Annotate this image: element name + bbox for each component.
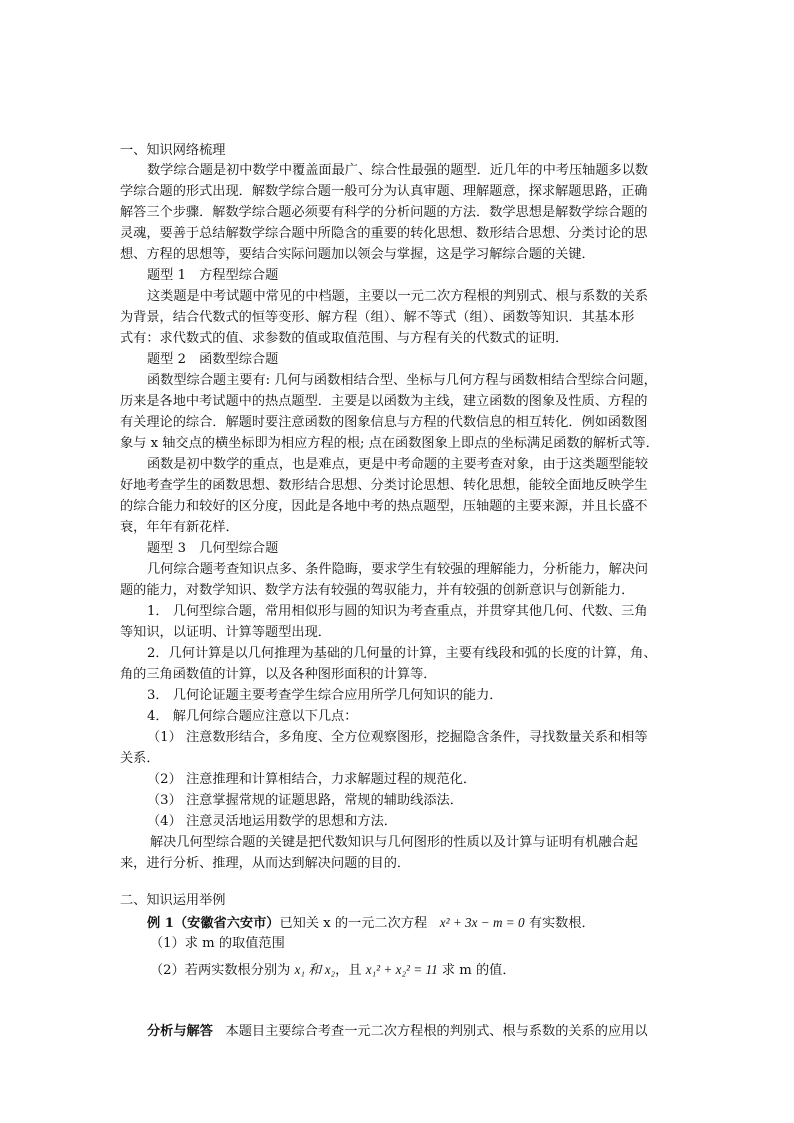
example-line: [147, 913, 595, 934]
paragraph-line: 式有：求代数式的值、求参数的值或取值范围、与方程有关的代数式的证明．: [120, 331, 569, 346]
paragraph-line: 数学综合题是初中数学中覆盖面最广、综合性最强的题型．近几年的中考压轴题多以数: [147, 163, 649, 178]
paragraph-line: 的综合能力和较好的区分度，因此是各地中考的热点题型，压轴题的主要来源，并且长盛不: [120, 499, 648, 514]
section-heading: 二、知识运用举例: [120, 893, 226, 908]
paragraph-line: 这类题是中考试题中常见的中档题，主要以一元二次方程根的判别式、根与系数的关系: [147, 289, 649, 304]
subsection-title: 题型 2 函数型综合题: [147, 352, 279, 367]
paragraph-line: （4） 注意灵活地运用数学的思想和方法．: [147, 814, 397, 829]
paragraph-line: 有关理论的综合．解题时要注意函数的图象信息与方程的代数信息的相互转化．例如函数图: [120, 415, 648, 430]
paragraph-line: 3． 几何论证题主要考查学生综合应用所学几何知识的能力．: [147, 688, 503, 703]
analysis-label: 分析与解答: [147, 1024, 213, 1039]
paragraph-line: 题的能力，对数学知识、数学方法有较强的驾驭能力，并有较强的创新意识与创新能力．: [120, 583, 635, 598]
paragraph-line: 为背景，结合代数式的恒等变形、解方程（组）、解不等式（组）、函数等知识．其基本形: [120, 310, 635, 325]
paragraph-line: 关系．: [120, 751, 160, 766]
question-2-text-b: ，且: [335, 963, 362, 978]
question-2-vars: x₁ 和 x₂: [294, 962, 336, 977]
question-2-text: （2）若两实数根分别为: [150, 963, 291, 978]
paragraph-line: 角的三角函数值的计算，以及各种图形面积的计算等．: [120, 667, 437, 682]
paragraph-line: 4． 解几何综合题应注意以下几点：: [147, 709, 358, 724]
example-tail: 有实数根．: [528, 916, 595, 931]
subsection-title: 题型 1 方程型综合题: [147, 268, 279, 283]
analysis-line: [147, 1022, 648, 1042]
example-label: 例 1（安徽省六安市）: [147, 916, 280, 931]
example-text: 已知关 x 的一元二次方程: [279, 916, 428, 931]
analysis-text: 本题目主要综合考查一元二次方程根的判别式、根与系数的关系的应用以: [225, 1024, 648, 1039]
paragraph-line: 来，进行分析、推理，从而达到解决问题的目的．: [120, 856, 411, 871]
paragraph-line: 解决几何型综合题的关键是把代数知识与几何图形的性质以及计算与证明有机融合起: [150, 835, 638, 850]
paragraph-line: （1） 注意数形结合，多角度、全方位观察图形，挖掘隐含条件，寻找数量关系和相等: [147, 730, 648, 745]
subsection-title: 题型 3 几何型综合题: [147, 541, 279, 556]
paragraph-line: 学综合题的形式出现．解数学综合题一般可分为认真审题、理解题意，探求解题思路，正确: [120, 184, 648, 199]
question-1: （1）求 m 的取值范围: [150, 936, 285, 951]
paragraph-line: 几何综合题考查知识点多、条件隐晦，要求学生有较强的理解能力，分析能力，解决问: [147, 562, 649, 577]
paragraph-line: 函数是初中数学的重点，也是难点，更是中考命题的主要考查对象，由于这类题型能较: [147, 457, 649, 472]
paragraph-line: 2．几何计算是以几何推理为基础的几何量的计算，主要有线段和弧的长度的计算，角、: [147, 646, 657, 661]
example-equation: x² + 3x − m = 0: [439, 915, 525, 930]
paragraph-line: 函数型综合题主要有: 几何与函数相结合型、坐标与几何方程与函数相结合型综合问题，: [147, 373, 657, 388]
paragraph-line: 等知识，以证明、计算等题型出现．: [120, 625, 331, 640]
question-2-text-c: 求 m 的值．: [441, 963, 516, 978]
question-2: [150, 960, 516, 981]
paragraph-line: （3） 注意掌握常规的证题思路，常规的辅助线添法．: [147, 793, 463, 808]
section-heading: 一、知识网络梳理: [120, 143, 226, 158]
paragraph-line: （2） 注意推理和计算相结合，力求解题过程的规范化．: [147, 772, 477, 787]
paragraph-line: 象与 x 轴交点的横坐标即为相应方程的根; 点在函数图象上即点的坐标满足函数的解析式等．: [120, 436, 659, 451]
paragraph-line: 历来是各地中考试题中的热点题型．主要是以函数为主线，建立函数的图象及性质、方程的: [120, 394, 648, 409]
paragraph-line: 1． 几何型综合题，常用相似形与圆的知识为考查重点，并贯穿其他几何、代数、三角: [147, 604, 648, 619]
paragraph-line: 衰，年年有新花样．: [120, 520, 239, 535]
question-2-equation: x₁² + x₂² = 11: [365, 962, 438, 977]
paragraph-line: 好地考查学生的函数思想、数形结合思想、分类讨论思想、转化思想，能较全面地反映学生: [120, 478, 648, 493]
paragraph-line: 灵魂，要善于总结解数学综合题中所隐含的重要的转化思想、数形结合思想、分类讨论的思: [120, 226, 648, 241]
paragraph-line: 想、方程的思想等，要结合实际问题加以领会与掌握，这是学习解综合题的关键．: [120, 247, 595, 262]
paragraph-line: 解答三个步骤．解数学综合题必须要有科学的分析问题的方法．数学思想是解数学综合题的: [120, 205, 648, 220]
